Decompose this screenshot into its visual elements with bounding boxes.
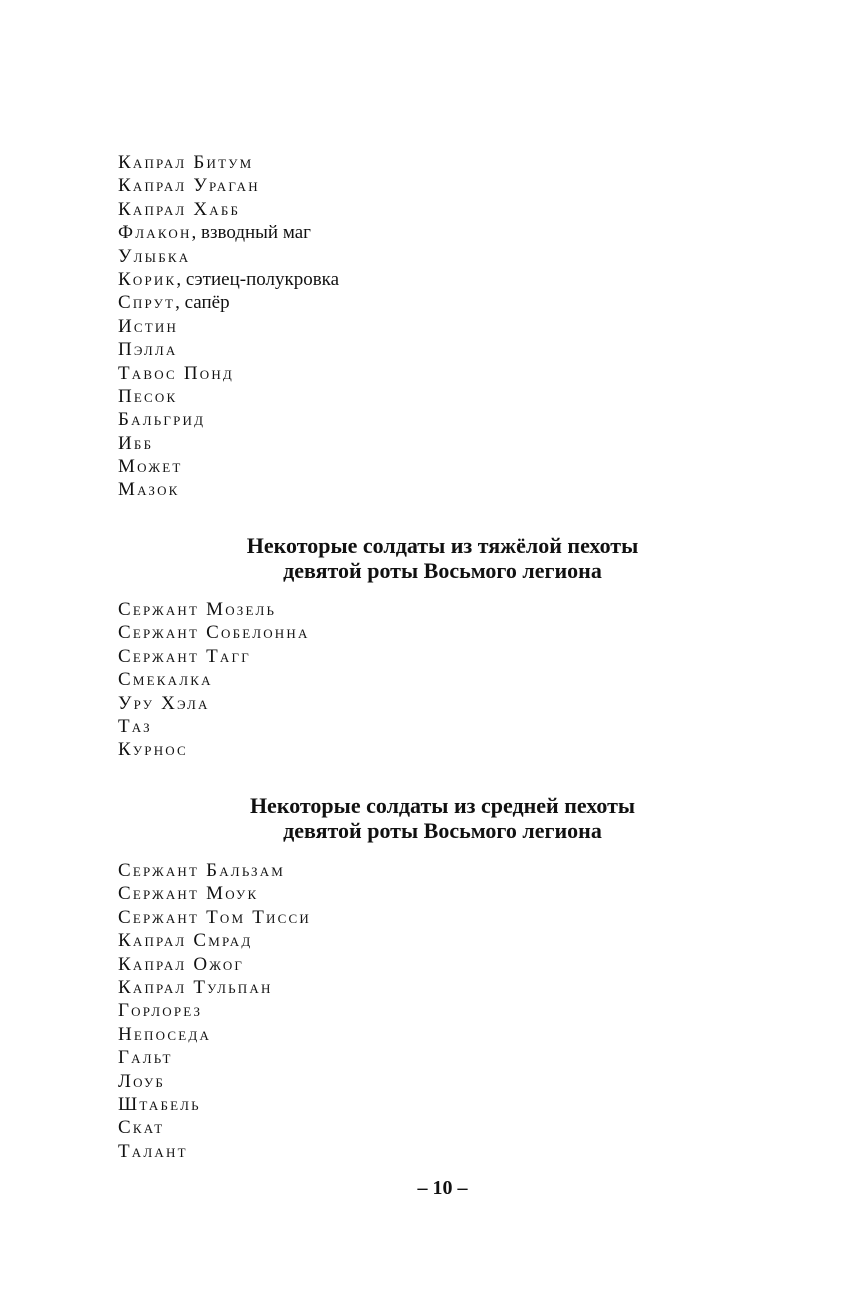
list-item: [118, 245, 339, 268]
character-list-heavy-infantry: [118, 598, 310, 762]
character-name: Мазок: [118, 479, 180, 501]
list-item: [118, 621, 310, 644]
character-name: Капрал Битум: [118, 152, 254, 173]
character-note: , сапёр: [175, 292, 230, 314]
list-item: [118, 478, 339, 501]
character-name: Непоседа: [118, 1023, 212, 1045]
list-item: [118, 1116, 311, 1139]
list-item: [118, 455, 339, 478]
character-name: Сержант Бальзам: [118, 860, 286, 881]
list-item: [118, 692, 310, 715]
character-name: Сержант Моук: [118, 883, 259, 905]
list-item: [118, 929, 311, 952]
heading-line: Некоторые солдаты из средней пехоты: [249, 793, 636, 818]
list-item: [118, 999, 311, 1022]
character-name: Талант: [118, 1140, 188, 1162]
section-heading-heavy-infantry: [0, 533, 845, 583]
character-name: Курнос: [118, 739, 188, 761]
list-item: [118, 715, 310, 738]
list-item: [118, 598, 310, 621]
character-name: Смекалка: [118, 669, 213, 691]
character-name: Капрал Хабб: [118, 198, 241, 220]
list-item: [118, 198, 339, 221]
character-name: Песок: [118, 385, 178, 407]
character-name: Капрал Ожог: [118, 953, 245, 975]
list-item: [118, 906, 311, 929]
character-name: Сержант Мозель: [118, 599, 277, 620]
list-item: [118, 1070, 311, 1093]
character-name: Улыбка: [118, 245, 191, 267]
character-name: Флакон: [118, 222, 192, 244]
character-name: Пэлла: [118, 339, 178, 361]
list-item: [118, 976, 311, 999]
character-name: Сержант Собелонна: [118, 622, 310, 644]
list-item: [118, 268, 339, 291]
character-name: Уру Хэла: [118, 692, 210, 714]
character-name: Может: [118, 456, 183, 478]
list-item: [118, 338, 339, 361]
list-item: [118, 291, 339, 314]
list-item: [118, 1046, 311, 1069]
character-name: Штабель: [118, 1093, 201, 1115]
list-item: [118, 738, 310, 761]
list-item: [118, 1140, 311, 1163]
character-name: Гальт: [118, 1047, 173, 1069]
list-item: [118, 315, 339, 338]
character-name: Сержант Том Тисси: [118, 906, 311, 928]
list-item: [118, 953, 311, 976]
character-name: Сержант Тагг: [118, 645, 251, 667]
list-item: [118, 408, 339, 431]
character-name: Ибб: [118, 432, 154, 454]
character-note: , сэтиец-полукровка: [176, 268, 340, 290]
list-item: [118, 668, 310, 691]
heading-line: девятой роты Восьмого легиона: [283, 818, 602, 843]
character-name: Капрал Тульпан: [118, 976, 273, 998]
list-item: [118, 432, 339, 455]
character-note: , взводный маг: [191, 222, 311, 244]
heading-line: Некоторые солдаты из тяжёлой пехоты: [246, 533, 639, 558]
character-name: Бальгрид: [118, 409, 206, 431]
list-item: [118, 859, 311, 882]
character-name: Тавос Понд: [118, 362, 234, 384]
list-item: [118, 174, 339, 197]
character-name: Капрал Ураган: [118, 175, 260, 197]
character-name: Скат: [118, 1117, 165, 1139]
character-name: Лоуб: [118, 1070, 166, 1092]
character-name: Капрал Смрад: [118, 930, 253, 952]
list-item: [118, 1093, 311, 1116]
heading-line: девятой роты Восьмого легиона: [283, 558, 602, 583]
list-item: [118, 882, 311, 905]
list-item: [118, 221, 339, 244]
character-name: Таз: [118, 715, 152, 737]
character-name: Горлорез: [118, 1000, 203, 1022]
character-name: Спрут: [118, 292, 176, 314]
list-item: [118, 1023, 311, 1046]
list-item: [118, 645, 310, 668]
character-list-medium-infantry: [118, 859, 311, 1163]
list-item: [118, 362, 339, 385]
page-number: – 10 –: [417, 1177, 468, 1199]
list-item: [118, 385, 339, 408]
character-list-1: [118, 151, 339, 502]
list-item: [118, 151, 339, 174]
character-name: Истин: [118, 315, 179, 337]
character-name: Корик: [118, 268, 177, 290]
section-heading-medium-infantry: [0, 793, 845, 843]
